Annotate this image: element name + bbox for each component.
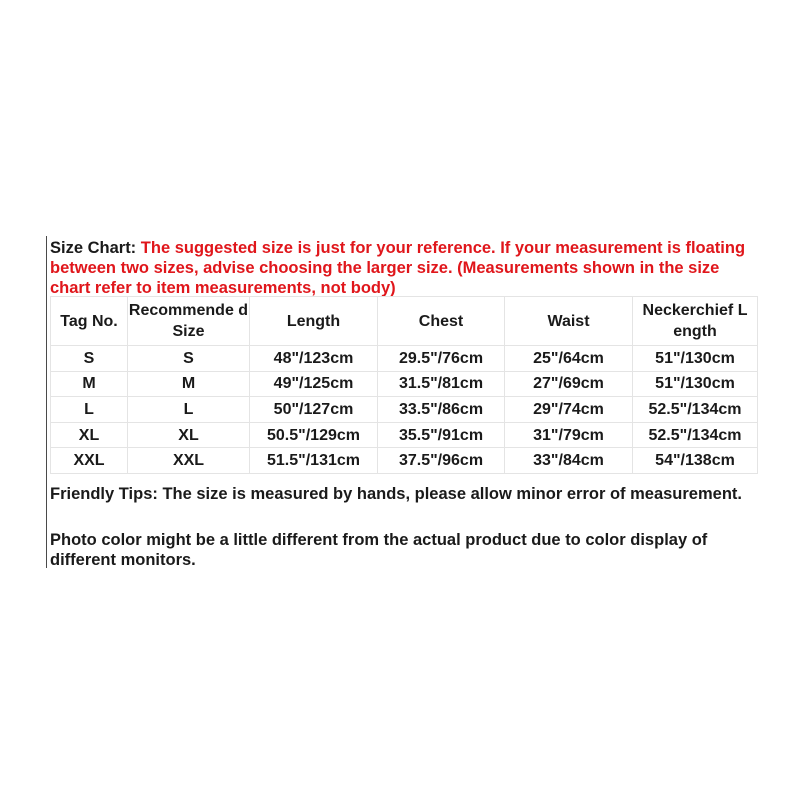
cell-tag-no: XXL <box>51 448 128 474</box>
cell-recommended-size: S <box>128 346 250 372</box>
header-tag-no: Tag No. <box>51 297 128 346</box>
cell-neckerchief-length: 52.5"/134cm <box>633 422 758 448</box>
cell-length: 48"/123cm <box>250 346 378 372</box>
size-table <box>50 296 758 474</box>
table-row <box>51 422 758 448</box>
cell-waist: 33"/84cm <box>505 448 633 474</box>
cell-chest: 29.5"/76cm <box>378 346 505 372</box>
size-chart-label: Size Chart: <box>50 239 137 257</box>
cell-chest: 35.5"/91cm <box>378 422 505 448</box>
cell-neckerchief-length: 54"/138cm <box>633 448 758 474</box>
cell-tag-no: XL <box>51 422 128 448</box>
size-chart-heading <box>50 238 754 298</box>
cell-neckerchief-length: 52.5"/134cm <box>633 397 758 423</box>
cell-neckerchief-length: 51"/130cm <box>633 371 758 397</box>
cell-chest: 31.5"/81cm <box>378 371 505 397</box>
cell-length: 51.5"/131cm <box>250 448 378 474</box>
header-length: Length <box>250 297 378 346</box>
cell-recommended-size: XL <box>128 422 250 448</box>
table-row <box>51 448 758 474</box>
table-row <box>51 397 758 423</box>
header-waist: Waist <box>505 297 633 346</box>
cell-tag-no: S <box>51 346 128 372</box>
cell-tag-no: L <box>51 397 128 423</box>
header-recommended-size: Recommende d Size <box>128 297 250 346</box>
header-chest: Chest <box>378 297 505 346</box>
cell-chest: 37.5"/96cm <box>378 448 505 474</box>
photo-color-note: Photo color might be a little different from the actual product due to color display of different monitors. <box>50 531 708 569</box>
cell-waist: 25"/64cm <box>505 346 633 372</box>
cell-length: 50.5"/129cm <box>250 422 378 448</box>
cell-tag-no: M <box>51 371 128 397</box>
size-chart-note: The suggested size is just for your reference. If your measurement is floating between two sizes, advise choosing the larger size. (Measurements shown in the size chart refer to item measurements, not body) <box>50 239 746 297</box>
size-chart-document <box>46 236 757 568</box>
cell-waist: 31"/79cm <box>505 422 633 448</box>
friendly-tips: Friendly Tips: The size is measured by hands, please allow minor error of measurement. <box>50 485 742 503</box>
table-row <box>51 346 758 372</box>
cell-length: 49"/125cm <box>250 371 378 397</box>
cell-waist: 27"/69cm <box>505 371 633 397</box>
cell-neckerchief-length: 51"/130cm <box>633 346 758 372</box>
cell-recommended-size: M <box>128 371 250 397</box>
cell-waist: 29"/74cm <box>505 397 633 423</box>
table-row <box>51 371 758 397</box>
cell-chest: 33.5"/86cm <box>378 397 505 423</box>
table-header-row <box>51 297 758 346</box>
cell-recommended-size: XXL <box>128 448 250 474</box>
cell-recommended-size: L <box>128 397 250 423</box>
cell-length: 50"/127cm <box>250 397 378 423</box>
header-neckerchief-length: Neckerchief L ength <box>633 297 758 346</box>
